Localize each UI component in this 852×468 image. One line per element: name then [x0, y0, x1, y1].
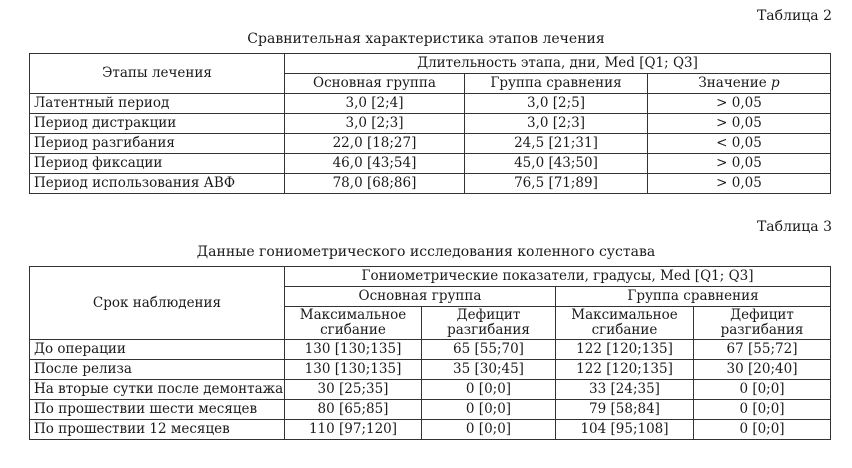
period-name-cell: На вторые сутки после демонтажа: [30, 380, 285, 400]
comp-extension-deficit-cell: 0 [0;0]: [694, 420, 831, 440]
p-value-cell: > 0,05: [648, 94, 831, 114]
header-line: сгибание: [591, 322, 658, 338]
table2: [29, 53, 831, 194]
table3-body: [30, 340, 831, 440]
header-line: разгибания: [720, 322, 804, 338]
header-line: Максимальное: [299, 307, 407, 323]
table-row: [30, 420, 831, 440]
table-row: [30, 154, 831, 174]
table3-label: Таблица 3: [756, 219, 832, 235]
p-letter: p: [771, 75, 780, 91]
comp-extension-deficit-cell: 67 [55;72]: [694, 340, 831, 360]
main-extension-deficit-cell: 0 [0;0]: [422, 380, 556, 400]
main-group-cell: 3,0 [2;3]: [285, 114, 465, 134]
table3: [29, 266, 831, 440]
period-name-cell: После релиза: [30, 360, 285, 380]
comp-extension-deficit-cell: 0 [0;0]: [694, 400, 831, 420]
main-max-flexion-cell: 80 [65;85]: [285, 400, 422, 420]
table2-stage-header: Этапы лечения: [30, 54, 285, 94]
stage-name-cell: Латентный период: [30, 94, 285, 114]
table3-comp-def-header: [694, 307, 831, 340]
table3-title: Данные гониометрического исследования коленного сустава: [196, 244, 656, 260]
header-line: сгибание: [320, 322, 386, 338]
table3-main-max-header: [285, 307, 422, 340]
table2-body: [30, 94, 831, 194]
main-extension-deficit-cell: 0 [0;0]: [422, 400, 556, 420]
table3-main-def-header: [422, 307, 556, 340]
table-row: [30, 400, 831, 420]
comp-max-flexion-cell: 79 [58;84]: [556, 400, 694, 420]
table3-group-header: Гониометрические показатели, градусы, Med [Q1; Q3]: [285, 267, 831, 287]
header-line: Дефицит: [730, 307, 794, 323]
table-row: [30, 340, 831, 360]
period-name-cell: По прошествии 12 месяцев: [30, 420, 285, 440]
p-value-cell: < 0,05: [648, 134, 831, 154]
period-name-cell: До операции: [30, 340, 285, 360]
table-row: [30, 94, 831, 114]
comp-extension-deficit-cell: 0 [0;0]: [694, 380, 831, 400]
header-line: Максимальное: [571, 307, 678, 323]
table-row: [30, 380, 831, 400]
period-name-cell: По прошествии шести месяцев: [30, 400, 285, 420]
header-line: разгибания: [447, 322, 530, 338]
comparison-group-cell: 3,0 [2;5]: [465, 94, 648, 114]
comparison-group-cell: 45,0 [43;50]: [465, 154, 648, 174]
main-group-cell: 22,0 [18;27]: [285, 134, 465, 154]
table-row: [30, 114, 831, 134]
table-row: [30, 360, 831, 380]
comparison-group-cell: 76,5 [71;89]: [465, 174, 648, 194]
stage-name-cell: Период разгибания: [30, 134, 285, 154]
table3-group-main: Основная группа: [285, 287, 556, 307]
comparison-group-cell: 24,5 [21;31]: [465, 134, 648, 154]
main-extension-deficit-cell: 65 [55;70]: [422, 340, 556, 360]
p-value-cell: > 0,05: [648, 174, 831, 194]
main-group-cell: 46,0 [43;54]: [285, 154, 465, 174]
main-max-flexion-cell: 110 [97;120]: [285, 420, 422, 440]
comp-max-flexion-cell: 122 [120;135]: [556, 360, 694, 380]
p-value-cell: > 0,05: [648, 114, 831, 134]
table2-group-header: Длительность этапа, дни, Med [Q1; Q3]: [285, 54, 831, 74]
table-row: [30, 174, 831, 194]
main-max-flexion-cell: 30 [25;35]: [285, 380, 422, 400]
main-extension-deficit-cell: 35 [30;45]: [422, 360, 556, 380]
stage-name-cell: Период использования АВФ: [30, 174, 285, 194]
header-line: Дефицит: [456, 307, 521, 323]
stage-name-cell: Период дистракции: [30, 114, 285, 134]
main-group-cell: 3,0 [2;4]: [285, 94, 465, 114]
table2-title: Сравнительная характеристика этапов лечения: [247, 31, 605, 47]
table3-period-header: Срок наблюдения: [30, 267, 285, 340]
p-value-prefix: Значение: [698, 75, 772, 91]
table2-header-row: [30, 54, 831, 74]
table2-col-comp: Группа сравнения: [465, 74, 648, 94]
table3-comp-max-header: [556, 307, 694, 340]
p-value-cell: > 0,05: [648, 154, 831, 174]
stage-name-cell: Период фиксации: [30, 154, 285, 174]
table2-col-p: [648, 74, 831, 94]
table-row: [30, 134, 831, 154]
main-group-cell: 78,0 [68;86]: [285, 174, 465, 194]
table2-label: Таблица 2: [756, 8, 832, 24]
comp-max-flexion-cell: 33 [24;35]: [556, 380, 694, 400]
comp-extension-deficit-cell: 30 [20;40]: [694, 360, 831, 380]
table3-header-row: [30, 267, 831, 287]
table2-col-main: Основная группа: [285, 74, 465, 94]
table3-group-comp: Группа сравнения: [556, 287, 831, 307]
main-max-flexion-cell: 130 [130;135]: [285, 340, 422, 360]
main-extension-deficit-cell: 0 [0;0]: [422, 420, 556, 440]
comp-max-flexion-cell: 104 [95;108]: [556, 420, 694, 440]
comparison-group-cell: 3,0 [2;3]: [465, 114, 648, 134]
main-max-flexion-cell: 130 [130;135]: [285, 360, 422, 380]
comp-max-flexion-cell: 122 [120;135]: [556, 340, 694, 360]
